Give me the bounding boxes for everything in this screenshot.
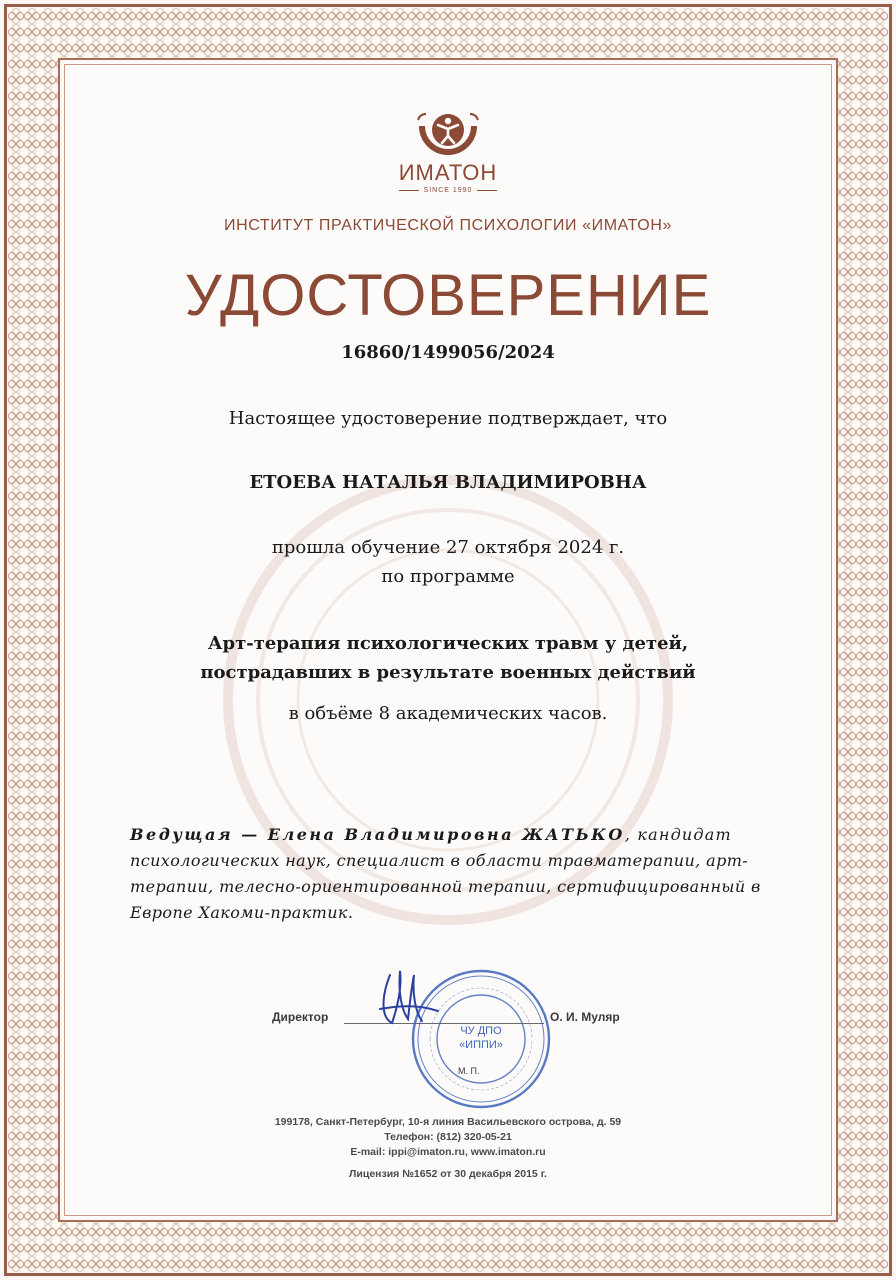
lead-line1-rest: , кандидат — [624, 825, 732, 844]
program-title-line1: Арт-терапия психологических травм у детей, — [207, 633, 689, 654]
brand-since: SINCE 1990 — [0, 187, 896, 194]
director-label: Директор — [272, 1010, 329, 1024]
brand-name: ИМАТОН — [398, 160, 498, 185]
stamp-center-line1: ЧУ ДПО — [460, 1025, 502, 1037]
hours-text: в объёме 8 академических часов. — [288, 703, 608, 724]
program-label: по программе — [381, 566, 515, 587]
lead-line-1 — [130, 822, 775, 848]
footer-email: E-mail: ippi@imaton.ru, www.imaton.ru — [350, 1146, 546, 1158]
lead-line-2: психологических наук, специалист в области травматерапии, арт- — [130, 851, 749, 870]
certificate-number: 16860/1499056/2024 — [341, 342, 555, 363]
seal-place-label: М. П. — [458, 1066, 480, 1076]
document-title: УДОСТОВЕРЕНИЕ — [184, 263, 712, 328]
program-title-line2: пострадавших в результате военных действий — [200, 662, 696, 683]
lead-line-3: терапии, телесно-ориентированной терапии, сертифицированный в — [130, 877, 761, 896]
intro-text: Настоящее удостоверение подтверждает, что — [228, 408, 668, 429]
footer-license: Лицензия №1652 от 30 декабря 2015 г. — [349, 1168, 547, 1180]
lead-description — [130, 822, 775, 926]
lead-name: Ведущая — Елена Владимировна ЖАТЬКО — [130, 825, 625, 844]
completion-date-text: прошла обучение 27 октября 2024 г. — [271, 537, 625, 558]
handwritten-signature — [372, 965, 442, 1035]
person-name: ЕТОЕВА НАТАЛЬЯ ВЛАДИМИРОВНА — [249, 472, 647, 493]
lead-line-4: Европе Хакоми-практик. — [130, 903, 354, 922]
institute-name: ИНСТИТУТ ПРАКТИЧЕСКОЙ ПСИХОЛОГИИ «ИМАТОН» — [223, 217, 672, 234]
program-title — [0, 629, 896, 687]
director-name: О. И. Муляр — [550, 1010, 620, 1024]
imaton-logo-icon — [408, 108, 488, 160]
footer-phone: Телефон: (812) 320-05-21 — [384, 1131, 512, 1143]
stamp-center-line2: «ИППИ» — [459, 1039, 503, 1051]
footer-address: 199178, Санкт-Петербург, 10-я линия Васильевского острова, д. 59 — [274, 1116, 622, 1128]
